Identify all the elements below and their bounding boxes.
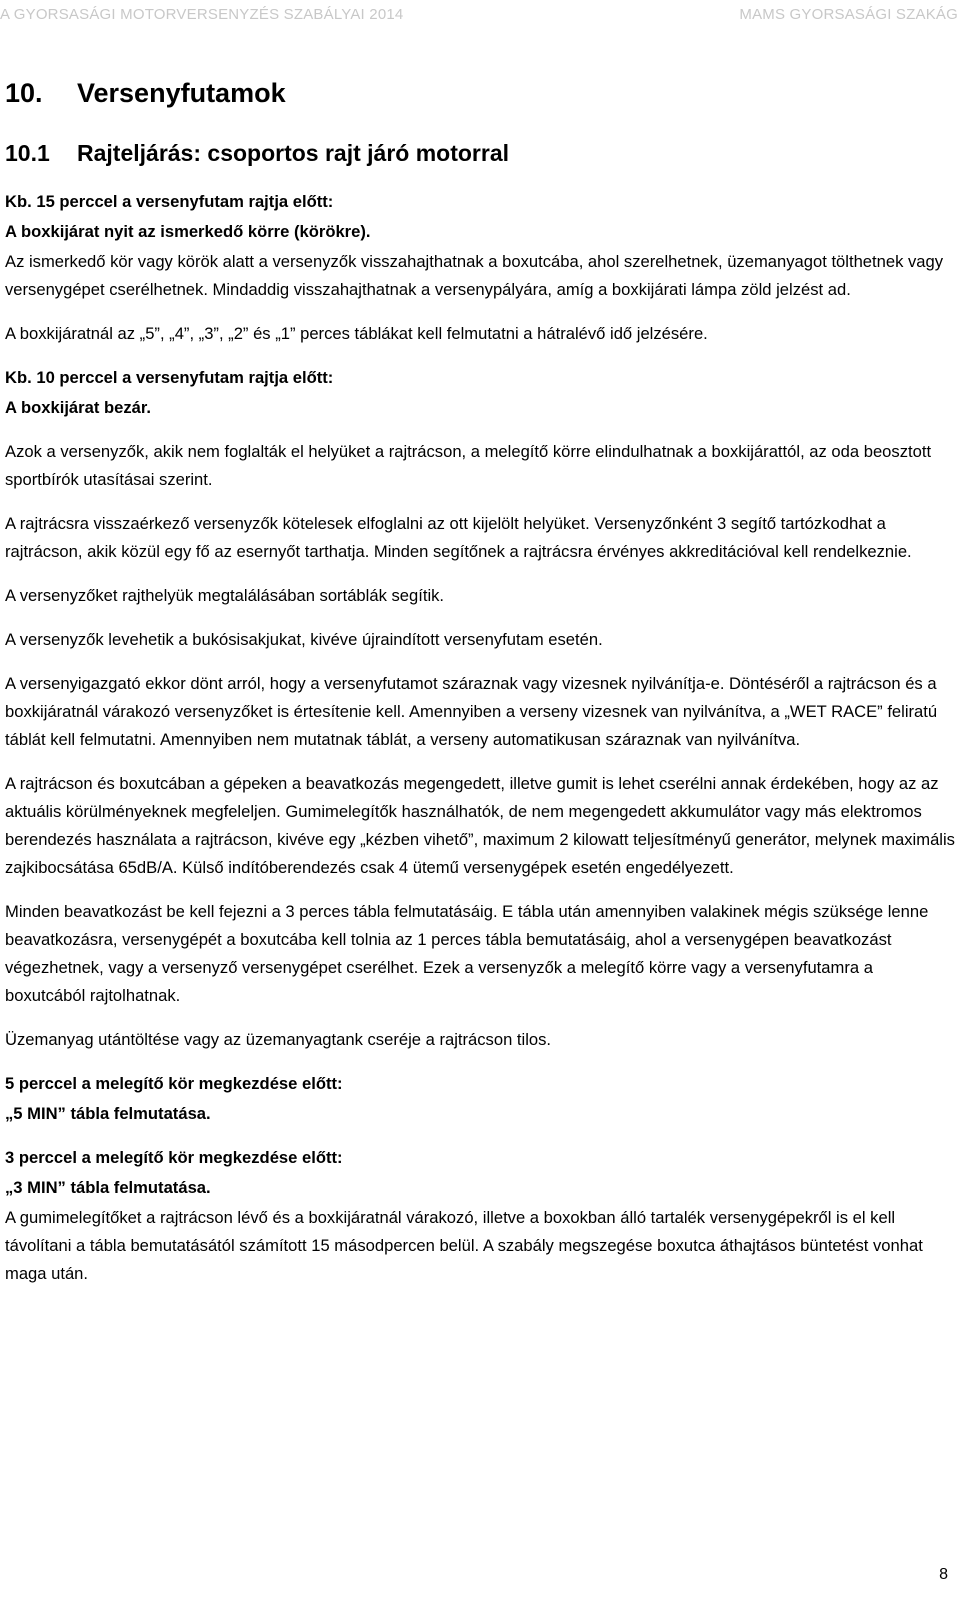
paragraph-sighting-lap: Az ismerkedő kör vagy körök alatt a versenyzők visszahajthatnak a boxutcába, ahol szerelhetnek, üzemanyagot tölthetnek vagy versenygépet cserélhetnek. Mindaddig visszahajthatnak a versenypályára, amíg a boxkijárati lámpa zöld jelzést ad. [5,252,944,299]
block-15min-title: Kb. 15 perccel a versenyfutam rajtja előtt: [5,192,334,211]
paragraph-pit-boards: A boxkijáratnál az „5”, „4”, „3”, „2” és „1” perces táblákat kell felmutatni a hátralévő idő jelzésére. [5,324,708,343]
paragraph-row-signs: A versenyzőket rajthelyük megtalálásában sortáblák segítik. [5,586,445,605]
page-number: 8 [939,1566,948,1583]
paragraph-work-deadline: Minden beavatkozást be kell fejezni a 3 perces tábla felmutatásáig. E tábla után amennyiben valakinek mégis szüksége lenne beavatkozásra, versenygépét a boxutcába kell tolnia az 1 perces tábla bemutatásáig, ahol a versenygépen beavatkozást végezhetnek, vagy a versenyző versenygépet cserélhet. Ezek a versenyzők a melegítő körre vagy a versenyfutamra a boxutcából rajtolhatnak. [5,902,929,1005]
block-5min-action: „5 MIN” tábla felmutatása. [5,1104,211,1123]
block-10min-action: A boxkijárat bezár. [5,398,152,417]
section-heading [5,76,955,110]
block-3min-action: „3 MIN” tábla felmutatása. [5,1178,211,1197]
subsection-heading [5,138,955,168]
block-3min-title: 3 perccel a melegítő kör megkezdése előtt: [5,1148,343,1167]
block-10min-title: Kb. 10 perccel a versenyfutam rajtja előtt: [5,368,334,387]
running-header-title: A GYORSASÁGI MOTORVERSENYZÉS SZABÁLYAI 2014 [0,6,404,23]
paragraph-refuel-ban: Üzemanyag utántöltése vagy az üzemanyagtank cseréje a rajtrácson tilos. [5,1030,552,1049]
paragraph-warmup-from-pit: Azok a versenyzők, akik nem foglalták el helyüket a rajtrácson, a melegítő körre elindulhatnak a boxkijárattól, az oda beosztott sportbírók utasításai szerint. [5,442,932,489]
paragraph-helmets: A versenyzők levehetik a bukósisakjukat, kivéve újraindított versenyfutam esetén. [5,630,603,649]
subsection-title: Rajteljárás: csoportos rajt járó motorral [77,140,510,166]
paragraph-grid-helpers: A rajtrácsra visszaérkező versenyzők kötelesek elfoglalni az ott kijelölt helyüket. Versenyzőnként 3 segítő tartózkodhat a rajtrácson, akik közül egy fő az esernyőt tarthatja. Minden segítőnek a rajtrácsra érvényes akkreditációval kell rendelkeznie. [5,514,912,561]
paragraph-tyre-warmers: A gumimelegítőket a rajtrácson lévő és a boxkijáratnál várakozó, illetve a boxokban álló tartalék versenygépekről is el kell távolítani a tábla bemutatásától számított 15 másodpercen belül. A szabály megszegése boxutca áthajtásos büntetést vonhat maga után. [5,1208,923,1283]
section-number: 10. [5,78,43,108]
paragraph-grid-work: A rajtrácson és boxutcában a gépeken a beavatkozás megengedett, illetve gumit is lehet cserélni annak érdekében, hogy az az aktuális körülményeknek megfeleljen. Gumimelegítők használhatók, de nem megengedett akkumulátor vagy más elektromos berendezés használata a rajtrácson, kivéve egy „kézben vihető”, maximum 2 kilowatt teljesítményű generátor, melynek maximális zajkibocsátása 65dB/A. Külső indítóberendezés csak 4 ütemű versenygépek esetén engedélyezett. [5,774,955,877]
section-title: Versenyfutamok [77,78,286,108]
block-5min-title: 5 perccel a melegítő kör megkezdése előtt: [5,1074,343,1093]
running-header-organization: MAMS GYORSASÁGI SZAKÁG [739,6,958,23]
running-header [0,2,960,24]
paragraph-wet-race: A versenyigazgató ekkor dönt arról, hogy a versenyfutamot száraznak vagy vizesnek nyilvánítja-e. Döntéséről a rajtrácson és a boxkijáratnál várakozó versenyzőket is értesítenie kell. Amennyiben a verseny vizesnek van nyilvánítva, a „WET RACE” feliratú táblát kell felmutatni. Amennyiben nem mutatnak táblát, a verseny automatikusan száraznak van nyilvánítva. [5,674,938,749]
subsection-number: 10.1 [5,140,50,166]
block-15min-action: A boxkijárat nyit az ismerkedő körre (körökre). [5,222,371,241]
page-content [5,76,955,1304]
